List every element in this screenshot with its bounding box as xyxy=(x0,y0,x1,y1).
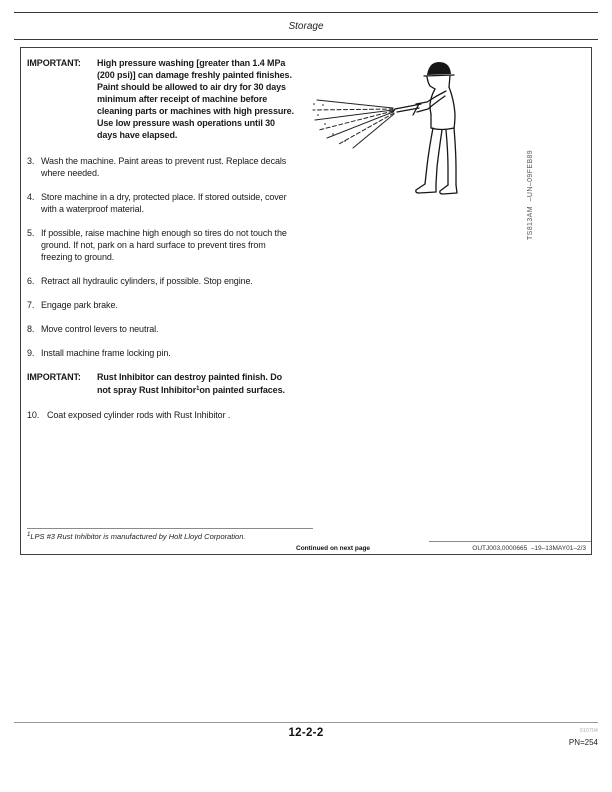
step-text: Coat exposed cylinder rods with Rust Inhibitor . xyxy=(47,410,231,420)
page-header xyxy=(14,12,598,40)
footnote-divider xyxy=(27,528,313,529)
important-label: IMPORTANT: xyxy=(27,58,81,68)
step-number: 5. xyxy=(27,228,35,238)
worker-spray-illustration xyxy=(309,54,524,216)
reference-divider xyxy=(429,541,591,542)
step-number: 6. xyxy=(27,276,35,286)
worker-figure xyxy=(393,62,457,194)
reference-code: OUTJ003,0000665 –19–13MAY01–2/3 xyxy=(472,545,586,552)
footnote xyxy=(27,532,245,541)
step-number: 8. xyxy=(27,324,35,334)
step-text: If possible, raise machine high enough so tires do not touch the ground. If not, park on a hard surface to prevent tires from freezing to ground. xyxy=(41,228,287,262)
footer-divider xyxy=(14,722,598,723)
text-column xyxy=(27,57,311,433)
list-item xyxy=(27,155,311,179)
list-item xyxy=(27,299,311,311)
step-number: 10. xyxy=(27,410,40,420)
important-notice-rust-inhibitor xyxy=(27,371,311,396)
list-item xyxy=(27,409,311,421)
important-text: Rust Inhibitor can destroy painted finish. Do not spray Rust Inhibitor$^1$on painted surfaces. xyxy=(97,372,285,395)
important-text: High pressure washing [greater than 1.4 MPa (200 psi)] can damage freshly painted finishes. Paint should be allowed to air dry for 30 days minimum after receipt of machine before cleaning parts or machines with high pressure. Use low pressure wash operations until 30 days have elapsed. xyxy=(97,58,294,140)
list-item xyxy=(27,275,311,287)
step-number: 9. xyxy=(27,348,35,358)
continued-note: Continued on next page xyxy=(296,545,371,552)
footnote-text: LPS #3 Rust Inhibitor is manufactured by Holt Lloyd Corporation. xyxy=(30,532,246,541)
print-info xyxy=(569,728,598,747)
figure-id-tag: TS813AM –UN–09FEB89 xyxy=(527,149,534,240)
list-item xyxy=(27,191,311,215)
content-frame xyxy=(20,47,592,555)
step-text: Move control levers to neutral. xyxy=(41,324,159,334)
important-notice-washing xyxy=(27,57,311,141)
step-number: 4. xyxy=(27,192,35,202)
list-item xyxy=(27,323,311,335)
step-number: 7. xyxy=(27,300,35,310)
step-text: Retract all hydraulic cylinders, if possible. Stop engine. xyxy=(41,276,253,286)
publication-number: PN=254 xyxy=(568,738,598,747)
important-label: IMPORTANT: xyxy=(27,372,81,382)
step-text: Wash the machine. Paint areas to prevent rust. Replace decals where needed. xyxy=(41,156,287,178)
list-item xyxy=(27,347,311,359)
step-number: 3. xyxy=(27,156,35,166)
footnote-marker: 1 xyxy=(27,532,31,538)
step-text: Engage park brake. xyxy=(41,300,118,310)
figure-pressure-washing xyxy=(309,54,524,216)
spray-lines xyxy=(313,100,394,148)
step-text: Store machine in a dry, protected place. If stored outside, cover with a waterproof material. xyxy=(41,192,287,214)
section-title: Storage xyxy=(288,21,324,32)
footnote-marker: 1 xyxy=(196,386,200,392)
page-number: 12-2-2 xyxy=(288,727,324,739)
step-text: Install machine frame locking pin. xyxy=(41,348,171,358)
print-code: 010704 xyxy=(579,728,598,734)
list-item xyxy=(27,227,311,263)
